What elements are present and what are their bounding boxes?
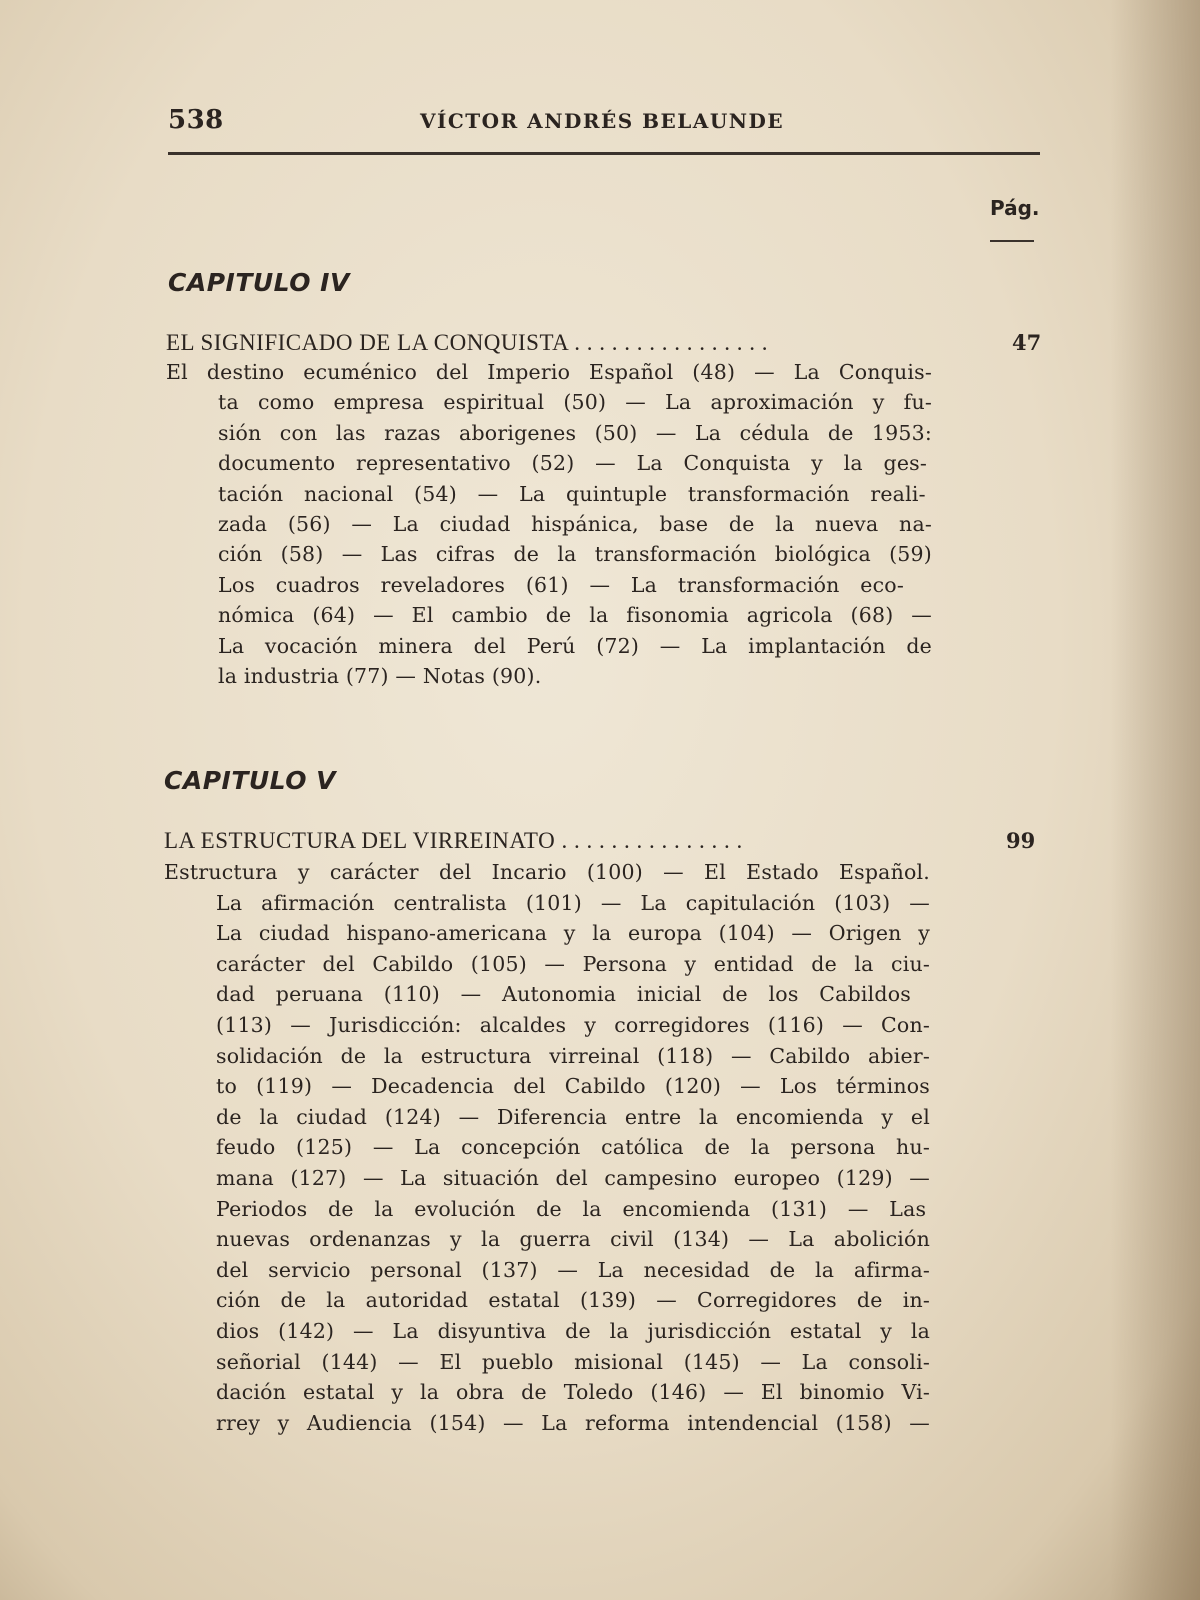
- summary-line: carácter del Cabildo (105) — Persona y entidad de la ciu-: [216, 951, 930, 976]
- summary-line: documento representativo (52) — La Conquista y la ges-: [218, 451, 928, 476]
- summary-line: rrey y Audiencia (154) — La reforma intendencial (158) —: [216, 1410, 930, 1435]
- summary-line: de la ciudad (124) — Diferencia entre la encomienda y el: [216, 1104, 930, 1129]
- header-rule: [168, 152, 1040, 155]
- summary-line: señorial (144) — El pueblo misional (145) — La consoli-: [216, 1349, 930, 1374]
- summary-line: nómica (64) — El cambio de la fisonomia agricola (68) —: [218, 603, 932, 628]
- summary-line: dios (142) — La disyuntiva de la jurisdicción estatal y la: [216, 1319, 930, 1343]
- summary-line: Periodos de la evolución de la encomienda (131) — Las: [216, 1196, 927, 1221]
- chapter-title-row: [166, 330, 1042, 360]
- page-number: 538: [168, 105, 224, 135]
- running-head: [168, 105, 1040, 145]
- summary-line: del servicio personal (137) — La necesidad de la afirma-: [216, 1257, 930, 1282]
- summary-line: mana (127) — La situación del campesino europeo (129) —: [216, 1166, 930, 1190]
- chapter-page-number: 47: [1012, 330, 1042, 355]
- summary-line: nuevas ordenanzas y la guerra civil (134) — La abolición: [216, 1227, 930, 1252]
- chapter-label: CAPITULO IV: [168, 268, 350, 297]
- summary-line: ción (58) — Las cifras de la transformación biológica (59): [218, 542, 932, 567]
- summary-line: dad peruana (110) — Autonomia inicial de los Cabildos: [216, 982, 912, 1007]
- chapter-page-number: 99: [1006, 828, 1036, 853]
- summary-line: ción de la autoridad estatal (139) — Corregidores de in-: [216, 1288, 930, 1313]
- page-column-rule: [990, 240, 1034, 242]
- summary-line: ta como empresa espiritual (50) — La aproximación y fu-: [218, 390, 932, 415]
- summary-line: La vocación minera del Perú (72) — La implantación de: [218, 633, 932, 658]
- summary-line: La ciudad hispano-americana y la europa (104) — Origen y: [216, 921, 930, 946]
- summary-line: Los cuadros reveladores (61) — La transformación eco-: [218, 572, 904, 597]
- page-column-label: Pág.: [990, 196, 1040, 220]
- running-head-author: VÍCTOR ANDRÉS BELAUNDE: [420, 109, 785, 133]
- summary-line: dación estatal y la obra de Toledo (146) — El binomio Vi-: [216, 1380, 930, 1405]
- summary-line: solidación de la estructura virreinal (118) — Cabildo abier-: [216, 1043, 930, 1068]
- chapter-title-row: [164, 828, 1036, 858]
- summary-line: Estructura y carácter del Incario (100) — El Estado Español.: [164, 860, 930, 884]
- chapter-title: EL SIGNIFICADO DE LA CONQUISTA . . . . . . . . . . . . . . . .: [166, 330, 769, 355]
- summary-line: zada (56) — La ciudad hispánica, base de la nueva na-: [218, 512, 932, 536]
- summary-line: El destino ecuménico del Imperio Español (48) — La Conquis-: [166, 360, 932, 384]
- summary-line: (113) — Jurisdicción: alcaldes y corregidores (116) — Con-: [216, 1013, 930, 1037]
- summary-line: feudo (125) — La concepción católica de la persona hu-: [216, 1135, 930, 1160]
- summary-line: sión con las razas aborigenes (50) — La cédula de 1953:: [218, 420, 932, 445]
- summary-line: la industria (77) — Notas (90).: [218, 664, 542, 688]
- summary-line: to (119) — Decadencia del Cabildo (120) — Los términos: [216, 1074, 930, 1099]
- summary-line: La afirmación centralista (101) — La capitulación (103) —: [216, 890, 930, 915]
- chapter-label: CAPITULO V: [164, 766, 337, 795]
- chapter-title: LA ESTRUCTURA DEL VIRREINATO . . . . . . . . . . . . . . .: [164, 828, 743, 853]
- page-gutter-shadow: [1110, 0, 1200, 1600]
- summary-line: tación nacional (54) — La quintuple transformación reali-: [218, 481, 926, 506]
